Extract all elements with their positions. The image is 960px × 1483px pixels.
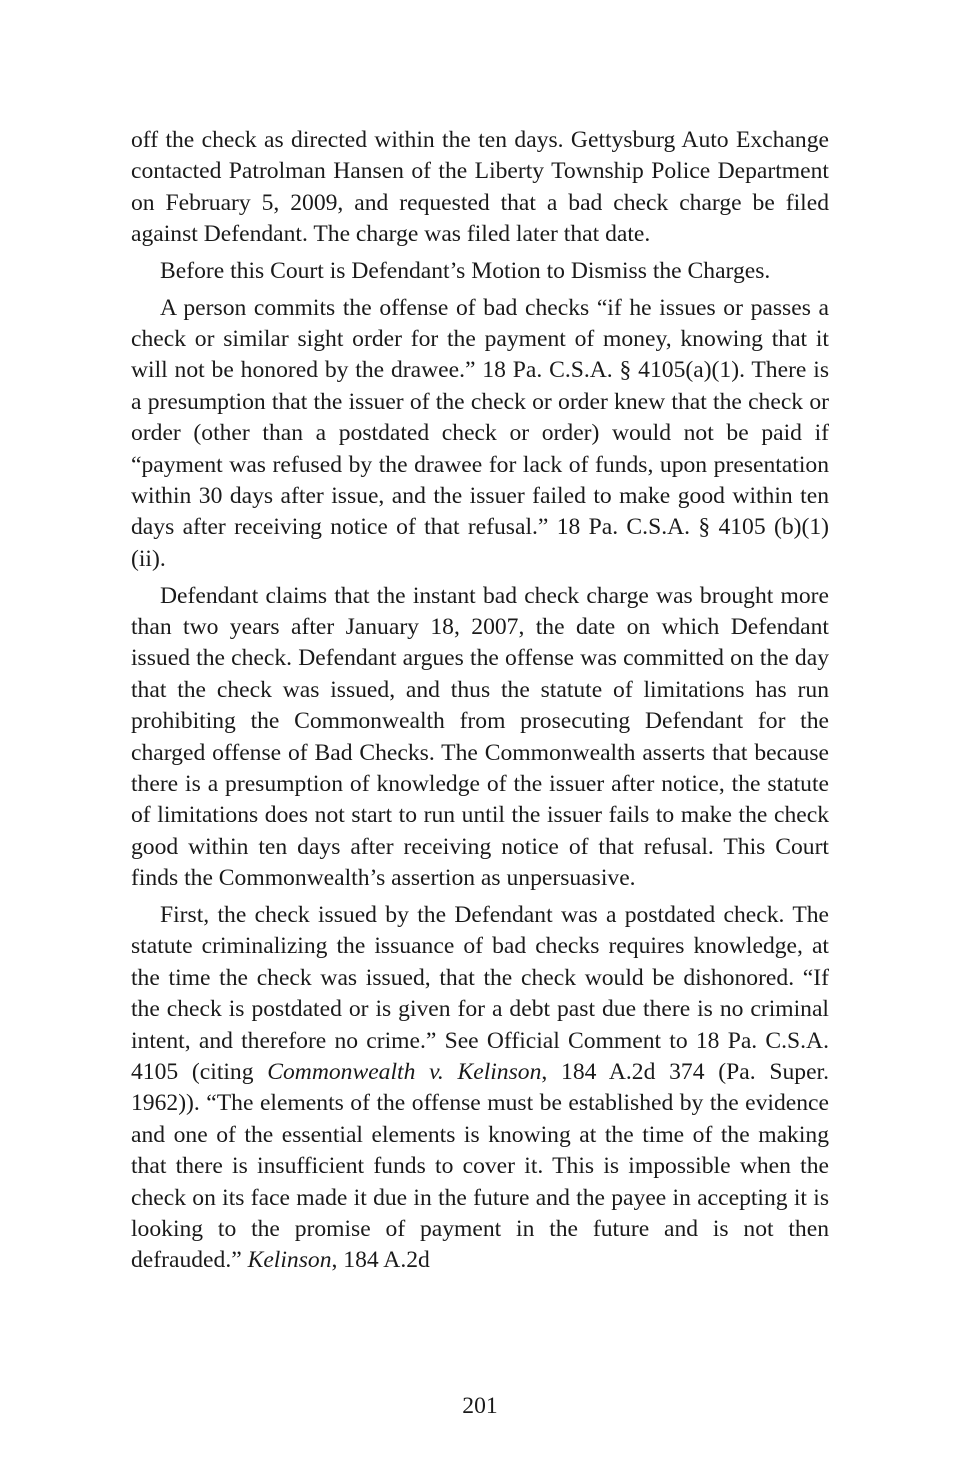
case-citation: Kelinson [247, 1247, 332, 1274]
paragraph-text: off the check as directed within the ten days. Gettysburg Auto Exchange contacted Patrolman Hansen of the Liberty Township Police Department on February 5, 2009, and requested that a bad check charge be filed against Defendant. The charge was filed later that date. [131, 127, 829, 248]
paragraph-postdated-check [131, 900, 829, 1277]
paragraph-text: Before this Court is Defendant’s Motion to Dismiss the Charges. [160, 257, 771, 284]
paragraph-text: A person commits the offense of bad checks “if he issues or passes a check or similar sight order for the payment of money, knowing that it will not be honored by the drawee.” 18 Pa. C.S.A. § 4105(a)(1). There is a presumption that the issuer of the check or order knew that the check or order (other than a postdated check or order) would not be paid if “payment was refused by the drawee for lack of funds, upon presentation within 30 days after issue, and the issuer failed to make good within ten days after receiving notice of that refusal.” 18 Pa. C.S.A. § 4105 (b)(1)(ii). [131, 294, 829, 572]
paragraph-text: Defendant claims that the instant bad check charge was brought more than two years after January 18, 2007, the date on which Defendant issued the check. Defendant argues the offense was committed on the day that the check was issued, and thus the statute of limitations has run prohibiting the Commonwealth from prosecuting Defendant for the charged offense of Bad Checks. The Commonwealth asserts that because there is a presumption of knowledge of the issuer after notice, the statute of limitations does not start to run until the issuer fails to make the check good within ten days after receiving notice of that refusal. This Court finds the Commonwealth’s assertion as unpersuasive. [131, 582, 829, 892]
case-citation: Commonwealth v. Kelinson [267, 1058, 542, 1085]
paragraph-text: , 184 A.2d [331, 1247, 430, 1274]
paragraph-motion [131, 256, 829, 287]
paragraph-defendant-claims [131, 581, 829, 895]
paragraph-text: First, the check issued by the Defendant was a postdated check. The statute criminalizing the issuance of bad checks requires knowledge, at the time the check was issued, that the check would be dishonored. “If the check is postdated or is given for a debt past due there is no criminal intent, and therefore no crime.” See Official Comment to 18 Pa. C.S.A. 4105 (citing [131, 901, 829, 1085]
paragraph-continuation [131, 125, 829, 251]
paragraph-offense-definition [131, 293, 829, 576]
page-number: 201 [462, 1393, 498, 1419]
page-body [131, 125, 829, 1282]
paragraph-text: , 184 A.2d 374 (Pa. Super. 1962)). “The elements of the offense must be established by the evidence and one of the essential elements is knowing at the time of the making that there is insufficient funds to cover it. This is impossible when the check on its face made it due in the future and the payee in accepting it is looking to the promise of payment in the future and is not then defrauded.” [131, 1058, 829, 1274]
